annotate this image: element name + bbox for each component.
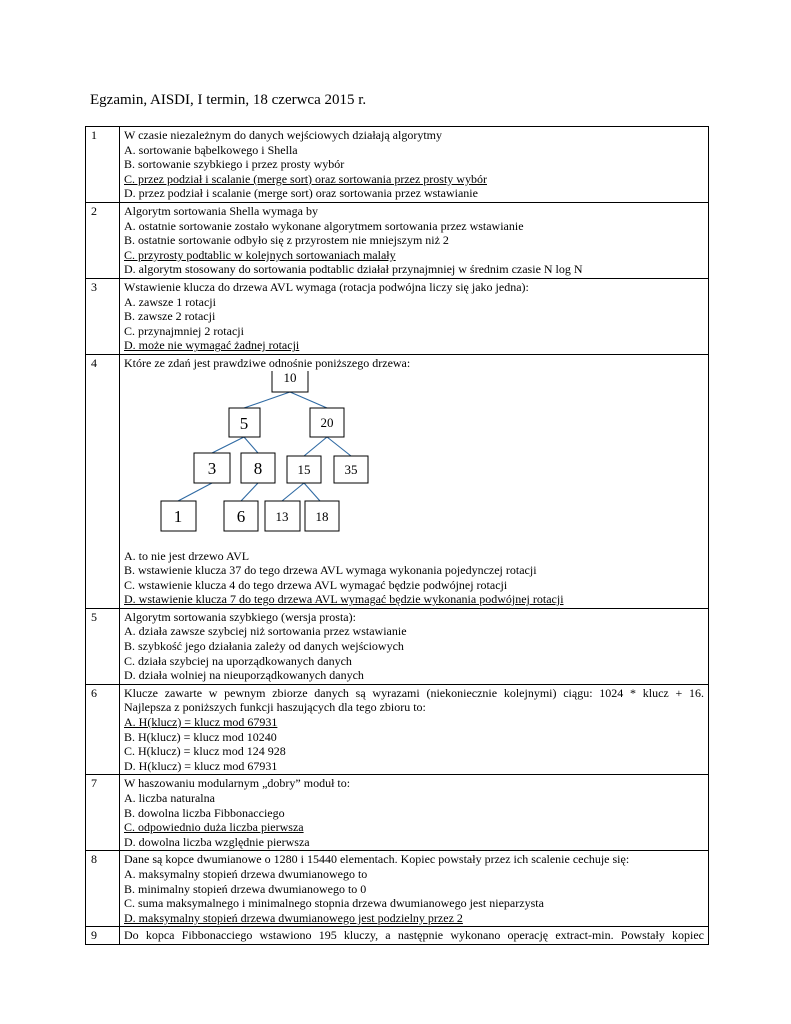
tree-edge (327, 437, 351, 456)
question-text: Klucze zawarte w pewnym zbiorze danych są wyrazami (niekoniecznie kolejnymi) ciągu: 1024 * klucz + 16. (124, 685, 704, 700)
tree-edge (241, 483, 258, 501)
question-text: Które ze zdań jest prawdziwe odnośnie poniższego drzewa: (124, 355, 411, 370)
tree-edge (244, 392, 290, 408)
tree-node-label: 35 (344, 461, 358, 477)
tree-node-label: 3 (207, 458, 217, 478)
option-c: C. działa szybciej na uporządkowanych danych (124, 653, 352, 668)
option-d: D. dowolna liczba względnie pierwsza (124, 834, 310, 849)
question-number: 9 (86, 927, 120, 945)
option-d-correct: D. może nie wymagać żadnej rotacji (124, 338, 300, 353)
question-text: W haszowaniu modularnym „dobry” moduł to: (124, 776, 351, 791)
question-number: 4 (86, 354, 120, 608)
option-d: D. przez podział i scalanie (merge sort) oraz sortowania przez wstawianie (124, 186, 478, 201)
question-content (120, 127, 709, 203)
option-b: B. szybkość jego działania zależy od danych wejściowych (124, 639, 404, 654)
option-a: A. sortowanie bąbelkowego i Shella (124, 142, 298, 157)
option-b: B. ostatnie sortowanie odbyło się z przyrostem nie mniejszym niż 2 (124, 233, 449, 248)
option-c: C. H(klucz) = klucz mod 124 928 (124, 744, 286, 759)
question-content (120, 684, 709, 775)
option-b: B. H(klucz) = klucz mod 10240 (124, 729, 277, 744)
tree-node-label: 5 (239, 413, 249, 433)
option-a: A. zawsze 1 rotacji (124, 294, 216, 309)
option-c-correct: C. przyrosty podtablic w kolejnych sortowaniach malały (124, 247, 396, 262)
tree-node-label: 15 (297, 461, 311, 477)
tree-edge (244, 437, 258, 453)
option-b: B. wstawienie klucza 37 do tego drzewa AVL wymaga wykonania pojedynczej rotacji (124, 563, 537, 578)
question-number: 3 (86, 278, 120, 354)
tree-edge (212, 437, 244, 453)
question-number: 2 (86, 202, 120, 278)
option-c: C. wstawienie klucza 4 do tego drzewa AVL wymagać będzie podwójnej rotacji (124, 577, 508, 592)
option-d-correct: D. wstawienie klucza 7 do tego drzewa AVL wymagać będzie wykonania podwójnej rotacji (124, 592, 564, 607)
option-d: D. algorytm stosowany do sortowania podtablic działał przynajmniej w średnim czasie N log N (124, 262, 583, 277)
question-number: 8 (86, 851, 120, 927)
question-text: Do kopca Fibbonacciego wstawiono 195 kluczy, a następnie wykonano operację extract-min. Powstały kopiec (124, 928, 704, 943)
question-number: 7 (86, 775, 120, 851)
option-d-correct: D. maksymalny stopień drzewa dwumianowego jest podzielny przez 2 (124, 910, 463, 925)
question-row (86, 851, 709, 927)
option-c-correct: C. przez podział i scalanie (merge sort) oraz sortowania przez prosty wybór (124, 171, 487, 186)
question-text: Algorytm sortowania Shella wymaga by (124, 203, 318, 218)
question-row (86, 202, 709, 278)
option-a: A. działa zawsze szybciej niż sortowania przez wstawianie (124, 624, 407, 639)
question-number: 6 (86, 684, 120, 775)
question-row (86, 684, 709, 775)
option-c-correct: C. odpowiednio duża liczba pierwsza (124, 820, 304, 835)
option-a: A. liczba naturalna (124, 791, 215, 805)
option-a: A. ostatnie sortowanie zostało wykonane algorytmem sortowania przez wstawianie (124, 218, 524, 233)
tree-edge (178, 483, 212, 501)
question-content (120, 851, 709, 927)
option-b: B. minimalny stopień drzewa dwumianowego to 0 (124, 881, 367, 896)
tree-node-label: 6 (236, 506, 246, 526)
option-b: B. sortowanie szybkiego i przez prosty wybór (124, 157, 345, 172)
question-number: 5 (86, 608, 120, 684)
option-c: C. suma maksymalnego i minimalnego stopnia drzewa dwumianowego jest nieparzysta (124, 896, 544, 911)
tree-edge (304, 483, 320, 501)
avl-tree-diagram (124, 371, 724, 549)
option-a: A. maksymalny stopień drzewa dwumianowego to (124, 866, 368, 881)
question-text: Dane są kopce dwumianowe o 1280 i 15440 elementach. Kopiec powstały przez ich scalenie cechuje się: (124, 852, 630, 867)
question-content (120, 608, 709, 684)
tree-edge (304, 437, 327, 456)
question-row (86, 354, 709, 608)
question-row (86, 775, 709, 851)
question-text: Algorytm sortowania szybkiego (wersja prosta): (124, 609, 356, 624)
tree-node-label: 20 (320, 414, 334, 430)
option-d: D. działa wolniej na nieuporządkowanych danych (124, 668, 364, 683)
option-b: B. dowolna liczba Fibbonacciego (124, 805, 285, 820)
option-b: B. zawsze 2 rotacji (124, 309, 216, 324)
question-row (86, 127, 709, 203)
option-a-correct: A. H(klucz) = klucz mod 67931 (124, 715, 278, 730)
question-row (86, 278, 709, 354)
option-d: D. H(klucz) = klucz mod 67931 (124, 758, 278, 773)
question-row (86, 608, 709, 684)
question-content (120, 354, 709, 608)
question-number: 1 (86, 127, 120, 203)
option-a: A. to nie jest drzewo AVL (124, 548, 250, 563)
question-content (120, 775, 709, 851)
tree-node-label: 8 (253, 458, 263, 478)
tree-edge (282, 483, 304, 501)
question-text-continued: Najlepsza z poniższych funkcji haszujących dla tego zbioru to: (124, 700, 426, 715)
option-c: C. przynajmniej 2 rotacji (124, 323, 244, 338)
tree-node-label: 13 (275, 508, 289, 524)
question-text: Wstawienie klucza do drzewa AVL wymaga (rotacja podwójna liczy się jako jedna): (124, 279, 529, 294)
question-row (86, 927, 709, 945)
question-text: W czasie niezależnym do danych wejściowych działają algorytmy (124, 128, 442, 142)
tree-node-label: 1 (173, 506, 183, 526)
question-content (120, 278, 709, 354)
question-content (120, 202, 709, 278)
tree-node-label: 18 (315, 508, 329, 524)
exam-table (85, 126, 709, 945)
page-title: Egzamin, AISDI, I termin, 18 czerwca 2015 r. (90, 92, 367, 108)
tree-node-label: 10 (283, 370, 297, 385)
tree-edge (290, 392, 327, 408)
question-content (120, 927, 709, 945)
